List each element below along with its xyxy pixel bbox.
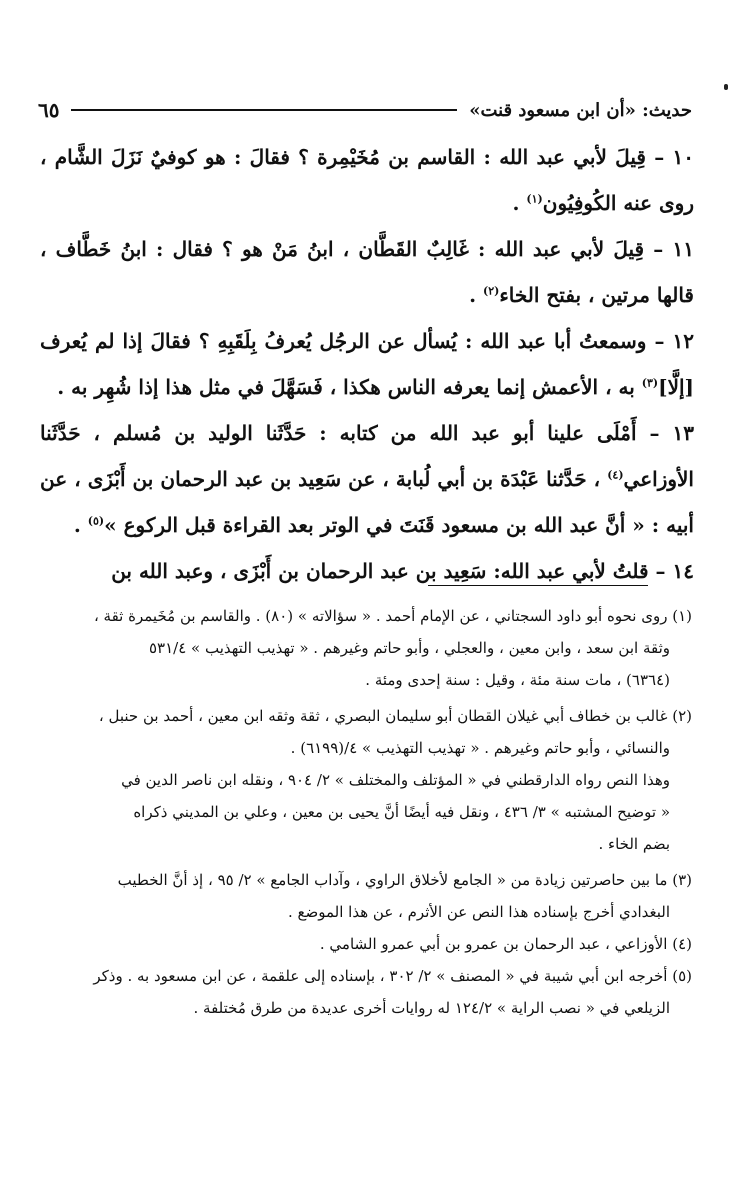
paragraph-13: ١٣ – أَمْلَى علينا أبو عبد الله من كتابه : حَدَّثَنا الوليد بن مُسلم ، حَدَّثَنا الأوزاعي$^{(٤)}$ ، حَدَّثنا عَبْدَة بن أبي لُبابة ، عن سَعِيد بن عبد الرحمان بن أَبْزَى ، عن أبيه : « أنَّ عبد الله بن مسعود قَنَتَ في الوتر بعد القراءة قبل الركوع »$^{(٥)}$ .: [40, 421, 694, 537]
main-text: [40, 134, 694, 594]
footnote-number: (٢): [672, 707, 692, 725]
running-title: حديث: «أن ابن مسعود قنت»: [469, 99, 692, 121]
paragraph-12: ١٢ – وسمعتُ أبا عبد الله : يُسأل عن الرجُل يُعرفُ بِلَقَبِهِ ؟ فقالَ إذا لم يُعرف [إلَّا]$^{(٣)}$ به ، الأعمش إنما يعرفه الناس هكذا ، فَسَهَّلَ في مثل هذا إذا شُهِر به .: [40, 329, 694, 399]
footnote-number: (١): [672, 607, 692, 625]
footnote-number: (٤): [672, 935, 692, 953]
footnote-rule: [428, 585, 648, 586]
paragraph-10: ١٠ – قِيلَ لأبي عبد الله : القاسم بن مُخَيْمِرة ؟ فقالَ : هو كوفيٌ نَزَلَ الشَّام ، روى عنه الكُوفِيُون$^{(١)}$ .: [40, 145, 694, 215]
page-header: [38, 90, 692, 130]
footnote-ref: (٥): [87, 514, 105, 528]
footnote-ref: (٢): [483, 284, 500, 298]
footnote-number: (٥): [672, 967, 692, 985]
footnote-number: (٣): [672, 871, 692, 889]
footnote-ref: (٣): [641, 376, 659, 390]
footnote-5: (٥) أخرجه ابن أبي شيبة في « المصنف » ٢/ ٣٠٢ ، بإسناده إلى علقمة ، عن ابن مسعود به . وذكر الزيلعي في « نصب الراية » ١٢٤/٢ له روايات أخرى عديدة من طرق مُختلفة .: [93, 967, 692, 1017]
page-number: ٦٥: [38, 98, 60, 122]
footnote-3: (٣) ما بين حاصرتين زيادة من « الجامع لأخلاق الراوي ، وآداب الجامع » ٢/ ٩٥ ، إذ أنَّ الخطيب البغدادي أخرج بإسناده هذا النص عن الأثرم ، عن هذا الموضع .: [117, 871, 692, 921]
paragraph-14: ١٤ – قلتُ لأبي عبد الله: سَعِيد بن عبد الرحمان بن أَبْزَى ، وعبد الله بن: [111, 559, 694, 583]
corner-mark: [724, 84, 728, 90]
paragraph-11: ١١ – قِيلَ لأبي عبد الله : غَالِبٌ القَطَّان ، ابنُ مَنْ هو ؟ فقال : ابنُ خَطَّاف ، قالها مرتين ، بفتح الخاء$^{(٢)}$ .: [40, 237, 694, 307]
footnote-2: (٢) غالب بن خطاف أبي غيلان القطان أبو سليمان البصري ، ثقة وثقه ابن معين ، أحمد بن حنبل ، والنسائي ، وأبو حاتم وغيرهم . « تهذيب التهذيب » ٤/(٦١٩٩) . وهذا النص رواه الدارقطني في « المؤتلف والمختلف » ٢/ ٩٠٤ ، ونقله ابن ناصر الدين في « توضيح المشتبه » ٣/ ٤٣٦ ، ونقل فيه أيضًا أنَّ يحيى بن معين ، وعلي بن المديني ذكراه بضم الخاء .: [98, 707, 692, 853]
footnote-4: (٤) الأوزاعي ، عبد الرحمان بن عمرو بن أبي عمرو الشامي .: [319, 935, 692, 953]
footnote-ref: (١): [526, 192, 543, 206]
footnote-ref: (٤): [607, 468, 624, 482]
header-rule: [71, 109, 457, 111]
footnote-1: (١) روى نحوه أبو داود السجتاني ، عن الإمام أحمد . « سؤالاته » (٨٠) . والقاسم بن مُخَيمرة ثقة ، وثقة ابن سعد ، وابن معين ، والعجلي ، وأبو حاتم وغيرهم . « تهذيب التهذيب » ٥٣١/٤ (٦٣٦٤) ، مات سنة مئة ، وقيل : سنة إحدى ومئة .: [93, 607, 692, 689]
footnotes: [40, 600, 692, 1024]
